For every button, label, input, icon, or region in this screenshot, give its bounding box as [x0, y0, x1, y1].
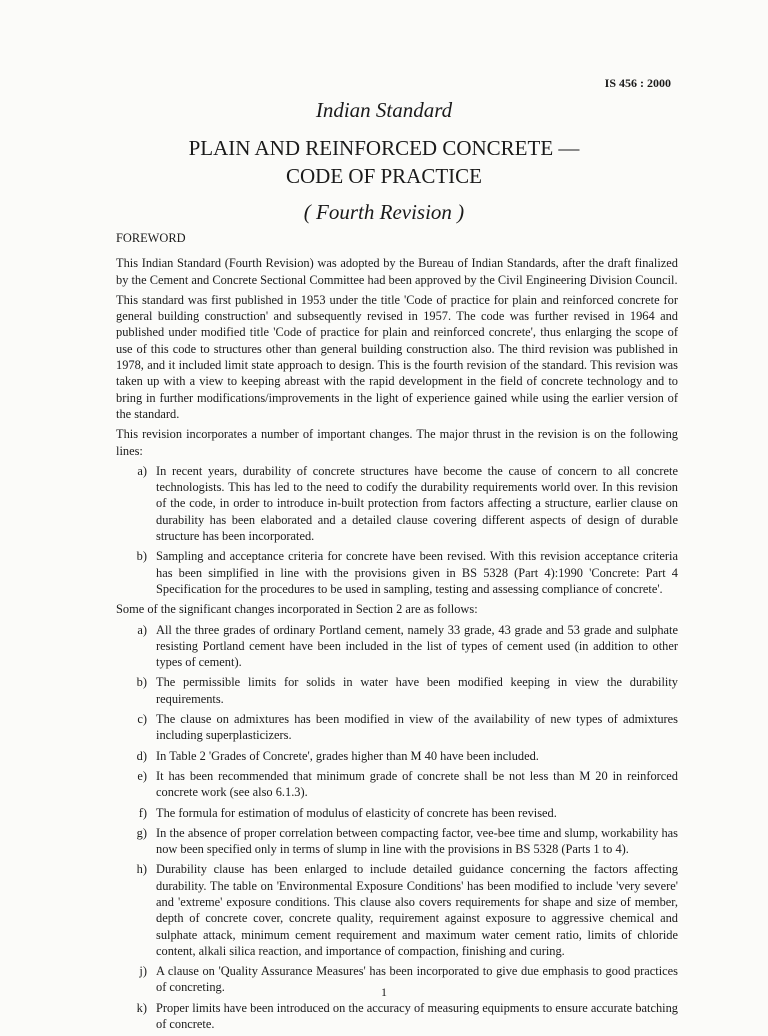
- main-title: PLAIN AND REINFORCED CONCRETE —: [188, 136, 580, 160]
- list-item: [116, 748, 678, 764]
- list-item: [116, 805, 678, 821]
- item-text: The clause on admixtures has been modified in view of the availability of new types of admixtures including superplasticizers.: [156, 712, 678, 743]
- sub-title: CODE OF PRACTICE: [285, 164, 483, 188]
- revision-label: ( Fourth Revision ): [303, 200, 465, 224]
- item-label: d): [136, 748, 147, 763]
- item-text: The formula for estimation of modulus of elasticity of concrete has been revised.: [156, 805, 557, 820]
- item-label: j): [139, 964, 147, 979]
- foreword-body: [116, 230, 678, 1036]
- item-text: It has been recommended that minimum grade of concrete shall be not less than M 20 in reinforced concrete work (see also 6.1.3).: [156, 768, 678, 800]
- item-text: In Table 2 'Grades of Concrete', grades higher than M 40 have been included.: [156, 748, 539, 763]
- paragraph: This revision incorporates a number of important changes. The major thrust in the revision is on the following lines:: [116, 427, 678, 458]
- item-text: Proper limits have been introduced on the accuracy of measuring equipments to ensure accurate batching of concrete.: [156, 1000, 678, 1032]
- list-item: [116, 548, 678, 597]
- item-text: The permissible limits for solids in water have been modified keeping in view the durability requirements.: [156, 675, 678, 706]
- item-text: In the absence of proper correlation between compacting factor, vee-bee time and slump, workability has now been specified only in terms of slump in line with the provisions in BS 5328 (Parts 1 to 4).: [156, 825, 678, 857]
- item-text: All the three grades of ordinary Portland cement, namely 33 grade, 43 grade and 53 grade and sulphate resisting Portland cement have been included in the list of types of cement used (in addition to other types of cement).: [156, 622, 678, 670]
- title-block: [0, 96, 768, 226]
- list-item: [116, 622, 678, 671]
- item-label: e): [137, 768, 147, 783]
- item-label: b): [136, 675, 147, 690]
- item-text: Durability clause has been enlarged to include detailed guidance concerning the factors affecting durability. The table on 'Environmental Exposure Conditions' has been modified to include 'very severe' and 'extreme' exposure conditions. This clause also covers requirements for shape and size of member, depth of concrete cover, concrete quality, requirement against exposure to aggressive chemical and sulphate attack, minimum cement requirement and maximum water cement ratio, limits of chloride content, alkali silica reaction, and importance of compaction, finishing and curing.: [156, 862, 678, 958]
- list-item: [116, 711, 678, 744]
- item-label: g): [136, 825, 147, 840]
- list-item: [116, 674, 678, 707]
- item-label: a): [137, 622, 147, 637]
- standard-label: Indian Standard: [315, 98, 453, 122]
- item-label: h): [136, 862, 147, 877]
- changes-list: [116, 622, 678, 1033]
- item-label: k): [136, 1000, 147, 1015]
- thrust-list: [116, 463, 678, 597]
- item-text: A clause on 'Quality Assurance Measures' has been incorporated to give due emphasis to good practices of concreting.: [156, 964, 678, 995]
- list-item: [116, 825, 678, 858]
- standard-code: IS 456 : 2000: [604, 76, 671, 90]
- item-label: f): [138, 805, 147, 820]
- item-label: b): [136, 549, 147, 564]
- list-item: [116, 768, 678, 801]
- item-label: a): [137, 463, 147, 478]
- paragraph: This standard was first published in 1953 under the title 'Code of practice for plain and reinforced concrete for general building construction' and subsequently revised in 1957. The code was further revised in 1964 and published under modified title 'Code of practice for plain and reinforced concrete', thus enlarging the scope of use of this code to structures other than general building construction also. The third revision was published in 1978, and it included limit state approach to design. This is the fourth revision of the standard. This revision was taken up with a view to keeping abreast with the rapid development in the field of concrete technology and to bring in further modifications/improvements in the light of experience gained while using the earlier version of the standard.: [116, 292, 678, 421]
- item-label: c): [137, 712, 147, 727]
- list-item: [116, 861, 678, 959]
- list-item: [116, 1000, 678, 1033]
- item-text: In recent years, durability of concrete structures have become the cause of concern to all concrete technologists. This has led to the need to codify the durability requirements world over. In this revision of the code, in order to introduce in-built protection from factors affecting a structure, earlier clause on durability has been elaborated and a detailed clause covering different aspects of design of durable structure has been incorporated.: [156, 463, 678, 544]
- list-item: [116, 463, 678, 544]
- page-number: 1: [381, 985, 387, 999]
- paragraph: This Indian Standard (Fourth Revision) was adopted by the Bureau of Indian Standards, after the draft finalized by the Cement and Concrete Sectional Committee had been approved by the Civil Engineering Division Council.: [116, 256, 678, 287]
- item-text: Sampling and acceptance criteria for concrete have been revised. With this revision acceptance criteria has been simplified in line with the provisions given in BS 5328 (Part 4):1990 'Concrete: Part 4 Specification for the procedures to be used in sampling, testing and assessing compliance of concrete'.: [156, 549, 678, 596]
- foreword-heading: FOREWORD: [116, 231, 186, 245]
- changes-intro: Some of the significant changes incorporated in Section 2 are as follows:: [116, 602, 478, 617]
